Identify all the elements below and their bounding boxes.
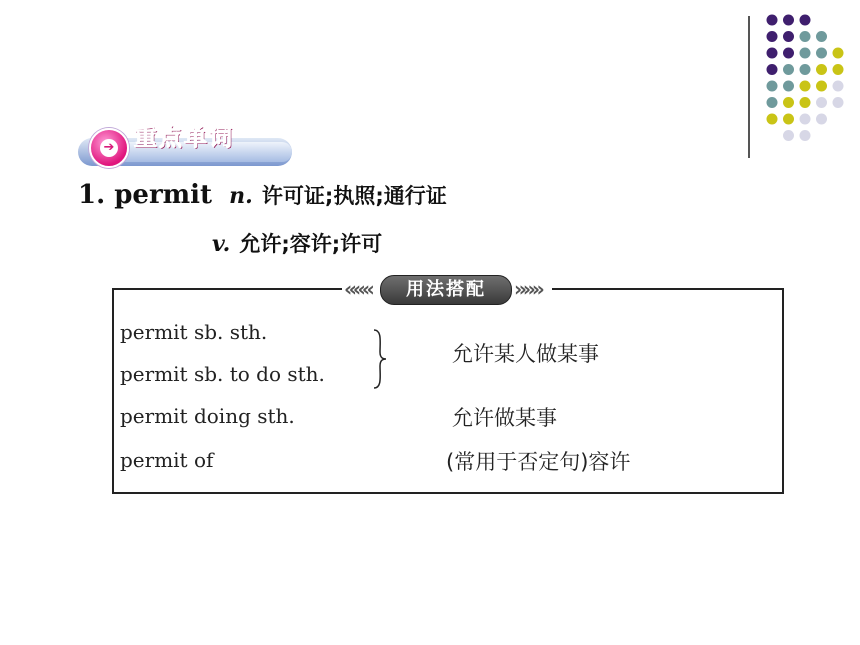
decorative-dot: [767, 48, 778, 59]
double-chevron-right-icon: »»»: [514, 277, 541, 301]
decorative-dot: [767, 81, 778, 92]
entry-number: 1.: [78, 180, 106, 210]
decorative-dot: [833, 81, 844, 92]
decorative-dot: [783, 31, 794, 42]
section-header: [78, 118, 292, 168]
decorative-dot: [816, 81, 827, 92]
decorative-dot: [783, 64, 794, 75]
decorative-dot: [800, 15, 811, 26]
decorative-dot: [816, 48, 827, 59]
verb-meaning: 允许;容许;许可: [239, 232, 383, 256]
usage-phrase: permit of: [120, 448, 214, 472]
section-title: 重点单词: [134, 125, 234, 151]
word-entry: [78, 180, 447, 210]
decorative-dot: [833, 64, 844, 75]
usage-tag-label: 用法搭配: [406, 279, 486, 300]
usage-meaning: (常用于否定句)容许: [446, 450, 631, 474]
decorative-dot: [833, 97, 844, 108]
usage-tag: [342, 274, 552, 304]
decorative-dot: [783, 130, 794, 141]
decorative-dot: [783, 81, 794, 92]
usage-phrase: permit sb. sth.: [120, 320, 268, 344]
decorative-dot: [816, 114, 827, 125]
decorative-dot: [783, 15, 794, 26]
decorative-dot: [800, 31, 811, 42]
word-entry-verb: [212, 228, 382, 258]
noun-meaning: 许可证;执照;通行证: [261, 184, 447, 208]
decorative-dot: [800, 81, 811, 92]
decorative-dot: [800, 64, 811, 75]
decorative-dot: [783, 48, 794, 59]
usage-phrase: permit doing sth.: [120, 404, 295, 428]
decorative-dot: [800, 114, 811, 125]
decorative-dot: [816, 64, 827, 75]
decorative-dot: [783, 97, 794, 108]
arrow-right-icon: ➔: [103, 140, 115, 155]
verb-pos: v.: [212, 231, 231, 257]
vertical-divider: [748, 16, 750, 158]
decorative-dot: [800, 130, 811, 141]
usage-meaning: 允许某人做某事: [452, 342, 599, 366]
decorative-dot: [767, 31, 778, 42]
decorative-dot: [767, 15, 778, 26]
decorative-dot: [833, 48, 844, 59]
section-badge: [89, 128, 129, 168]
decorative-dot: [767, 97, 778, 108]
decorative-dot: [800, 97, 811, 108]
decorative-dot: [816, 97, 827, 108]
decorative-dot: [767, 64, 778, 75]
decorative-dot: [816, 31, 827, 42]
curly-brace-icon: [370, 328, 390, 390]
decorative-dot: [800, 48, 811, 59]
usage-phrase: permit sb. to do sth.: [120, 362, 325, 386]
usage-meaning: 允许做某事: [452, 406, 557, 430]
noun-pos: n.: [229, 183, 253, 209]
decorative-dot: [783, 114, 794, 125]
decorative-dot: [767, 114, 778, 125]
double-chevron-left-icon: «««: [344, 277, 371, 301]
entry-word: permit: [114, 180, 213, 210]
usage-tag-pill: [380, 275, 512, 305]
